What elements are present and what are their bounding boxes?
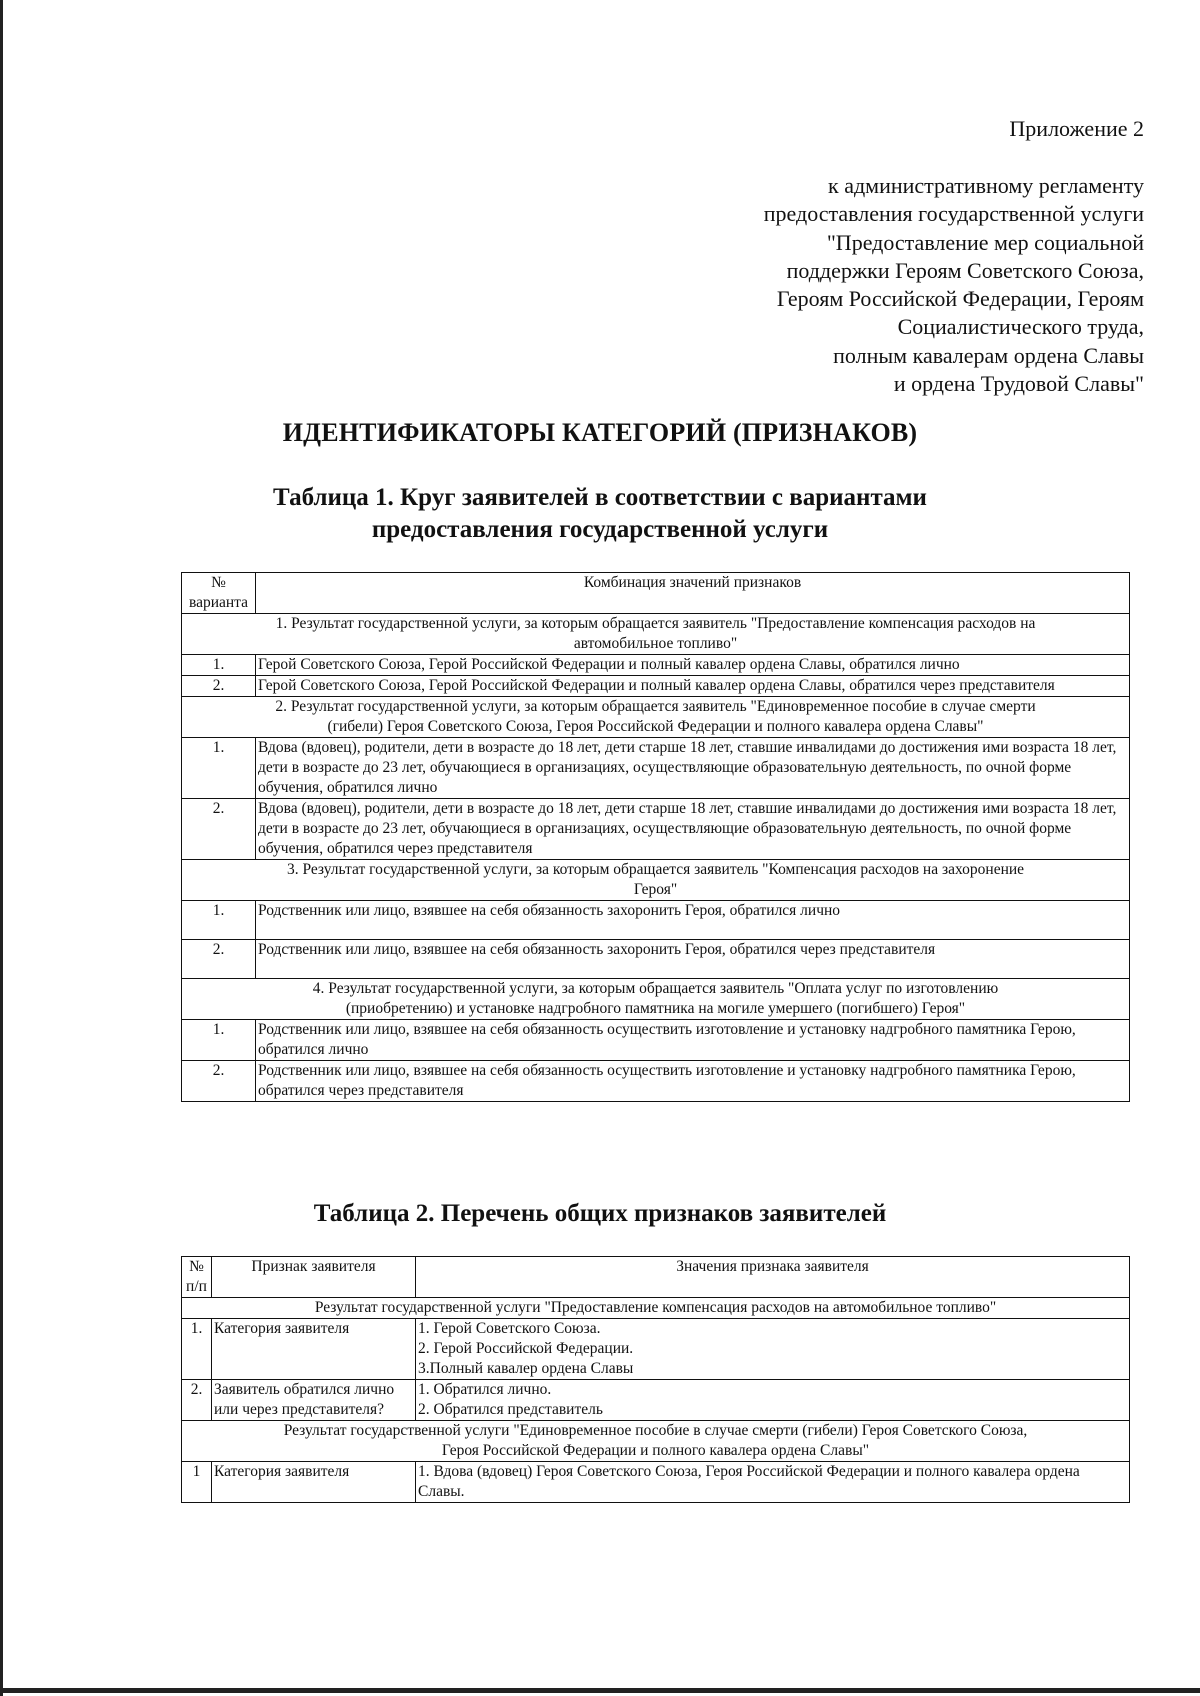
variant-description: Герой Советского Союза, Герой Российской Федерации и полный кавалер ордена Славы, обратился лично	[256, 655, 1130, 676]
table2-header-sign: Признак заявителя	[212, 1257, 416, 1298]
variant-number: 1.	[182, 738, 256, 799]
appendix-subtitle-line: Героям Российской Федерации, Героям	[776, 286, 1144, 312]
result-heading	[182, 1421, 1130, 1462]
table-row	[182, 901, 1130, 940]
table2-result-row	[182, 1421, 1130, 1462]
table-row	[182, 738, 1130, 799]
result-heading	[182, 1298, 1130, 1319]
header-text: №	[211, 574, 226, 591]
sign-value: 2. Обратился представитель	[418, 1401, 603, 1418]
sign-value: 3.Полный кавалер ордена Славы	[418, 1360, 634, 1377]
header-text: п/п	[186, 1278, 207, 1295]
appendix-subtitle-line: поддержки Героям Советского Союза,	[786, 257, 1144, 283]
appendix-subtitle-line: Социалистического труда,	[897, 314, 1144, 340]
table-row	[182, 1061, 1130, 1102]
table2-caption: Таблица 2. Перечень общих признаков заявителей	[313, 1200, 887, 1227]
table1-result-row	[182, 860, 1130, 901]
table-row	[182, 655, 1130, 676]
variant-description: Родственник или лицо, взявшее на себя обязанность осуществить изготовление и установку надгробного памятника Герою, обратился через представителя	[256, 1061, 1130, 1102]
result-heading-line: 2. Результат государственной услуги, за которым обращается заявитель "Единовременное пособие в случае смерти	[275, 698, 1036, 715]
result-heading	[182, 697, 1130, 738]
sign-number: 1.	[182, 1319, 212, 1380]
variant-number: 2.	[182, 799, 256, 860]
sign-value: 1. Обратился лично.	[418, 1381, 552, 1398]
table2-header-values: Значения признака заявителя	[416, 1257, 1130, 1298]
result-heading	[182, 979, 1130, 1020]
result-heading-line: 4. Результат государственной услуги, за которым обращается заявитель "Оплата услуг по изготовлению	[312, 980, 999, 997]
table2-header-row	[182, 1257, 1130, 1298]
table-row	[182, 799, 1130, 860]
sign-values	[416, 1462, 1130, 1503]
sign-value: 1. Герой Советского Союза.	[418, 1320, 601, 1337]
variant-number: 1.	[182, 655, 256, 676]
appendix-label: Приложение 2	[1009, 116, 1144, 141]
table1-caption	[0, 482, 1200, 546]
appendix-subtitle	[764, 172, 1144, 398]
table-row	[182, 940, 1130, 979]
table1-header-combination: Комбинация значений признаков	[256, 573, 1130, 614]
variant-description: Родственник или лицо, взявшее на себя обязанность осуществить изготовление и установку надгробного памятника Герою, обратился лично	[256, 1020, 1130, 1061]
result-heading-line: Результат государственной услуги "Единовременное пособие в случае смерти (гибели) Героя Советского Союза,	[283, 1422, 1028, 1439]
table1-caption-line: Таблица 1. Круг заявителей в соответствии с вариантами	[273, 484, 927, 511]
sign-name: Заявитель обратился лично или через представителя?	[212, 1380, 416, 1421]
table1-result-row	[182, 697, 1130, 738]
variant-number: 2.	[182, 1061, 256, 1102]
result-heading	[182, 860, 1130, 901]
table-row	[182, 1319, 1130, 1380]
variant-description: Вдова (вдовец), родители, дети в возрасте до 18 лет, дети старше 18 лет, ставшие инвалидами до достижения ими возраста 18 лет, дети в возрасте до 23 лет, обучающиеся в организациях, осуществляющие образовательную деятельность, по очной форме обучения, обратился через представителя	[256, 799, 1130, 860]
sign-number: 2.	[182, 1380, 212, 1421]
result-heading	[182, 614, 1130, 655]
appendix-subtitle-line: предоставления государственной услуги	[763, 201, 1144, 227]
sign-values	[416, 1319, 1130, 1380]
table1-applicants	[181, 572, 1130, 1102]
sign-value: 1. Вдова (вдовец) Героя Советского Союза, Героя Российской Федерации и полного кавалера ордена Славы.	[418, 1463, 1080, 1500]
appendix-subtitle-line: полным кавалерам ордена Славы	[833, 342, 1144, 368]
table1-header-variant	[182, 573, 256, 614]
header-text: №	[189, 1258, 204, 1275]
variant-number: 1.	[182, 901, 256, 940]
result-heading-line: (гибели) Героя Советского Союза, Героя Российской Федерации и полного кавалера ордена Славы"	[327, 718, 984, 735]
variant-description: Герой Советского Союза, Герой Российской Федерации и полный кавалер ордена Славы, обратился через представителя	[256, 676, 1130, 697]
table1-caption-line: предоставления государственной услуги	[371, 516, 829, 543]
appendix-subtitle-line: и ордена Трудовой Славы"	[893, 371, 1144, 397]
variant-description: Родственник или лицо, взявшее на себя обязанность захоронить Героя, обратился через представителя	[256, 940, 1130, 979]
table-row	[182, 1462, 1130, 1503]
page-edge-left	[0, 0, 3, 1696]
table1-result-row	[182, 614, 1130, 655]
document-title: ИДЕНТИФИКАТОРЫ КАТЕГОРИЙ (ПРИЗНАКОВ)	[282, 418, 918, 447]
result-heading-line: Результат государственной услуги "Предоставление компенсация расходов на автомобильное топливо"	[314, 1299, 997, 1316]
table2-header-number	[182, 1257, 212, 1298]
variant-number: 2.	[182, 676, 256, 697]
sign-name: Категория заявителя	[212, 1462, 416, 1503]
table-row	[182, 1380, 1130, 1421]
variant-description: Вдова (вдовец), родители, дети в возрасте до 18 лет, дети старше 18 лет, ставшие инвалидами до достижения ими возраста 18 лет, дети в возрасте до 23 лет, обучающиеся в организациях, осуществляющие образовательную деятельность, по очной форме обучения, обратился лично	[256, 738, 1130, 799]
table2-common-signs	[181, 1256, 1130, 1503]
table-row	[182, 1020, 1130, 1061]
appendix-subtitle-line: "Предоставление мер социальной	[826, 229, 1144, 255]
result-heading-line: 3. Результат государственной услуги, за которым обращается заявитель "Компенсация расходов на захоронение	[286, 861, 1025, 878]
page-edge-bottom	[0, 1688, 1200, 1693]
result-heading-line: (приобретению) и установке надгробного памятника на могиле умершего (погибшего) Героя"	[345, 1000, 966, 1017]
result-heading-line: автомобильное топливо"	[573, 635, 738, 652]
header-text: варианта	[188, 594, 249, 611]
table-row	[182, 676, 1130, 697]
sign-value: 2. Герой Российской Федерации.	[418, 1340, 634, 1357]
sign-values	[416, 1380, 1130, 1421]
variant-number: 1.	[182, 1020, 256, 1061]
result-heading-line: 1. Результат государственной услуги, за которым обращается заявитель "Предоставление компенсация расходов на	[275, 615, 1036, 632]
table1-header-row	[182, 573, 1130, 614]
result-heading-line: Героя Российской Федерации и полного кавалера ордена Славы"	[441, 1442, 870, 1459]
variant-description: Родственник или лицо, взявшее на себя обязанность захоронить Героя, обратился лично	[256, 901, 1130, 940]
appendix-subtitle-line: к административному регламенту	[828, 173, 1144, 198]
table2-result-row	[182, 1298, 1130, 1319]
result-heading-line: Героя"	[633, 881, 678, 898]
variant-number: 2.	[182, 940, 256, 979]
sign-name: Категория заявителя	[212, 1319, 416, 1380]
sign-number: 1	[182, 1462, 212, 1503]
table1-result-row	[182, 979, 1130, 1020]
